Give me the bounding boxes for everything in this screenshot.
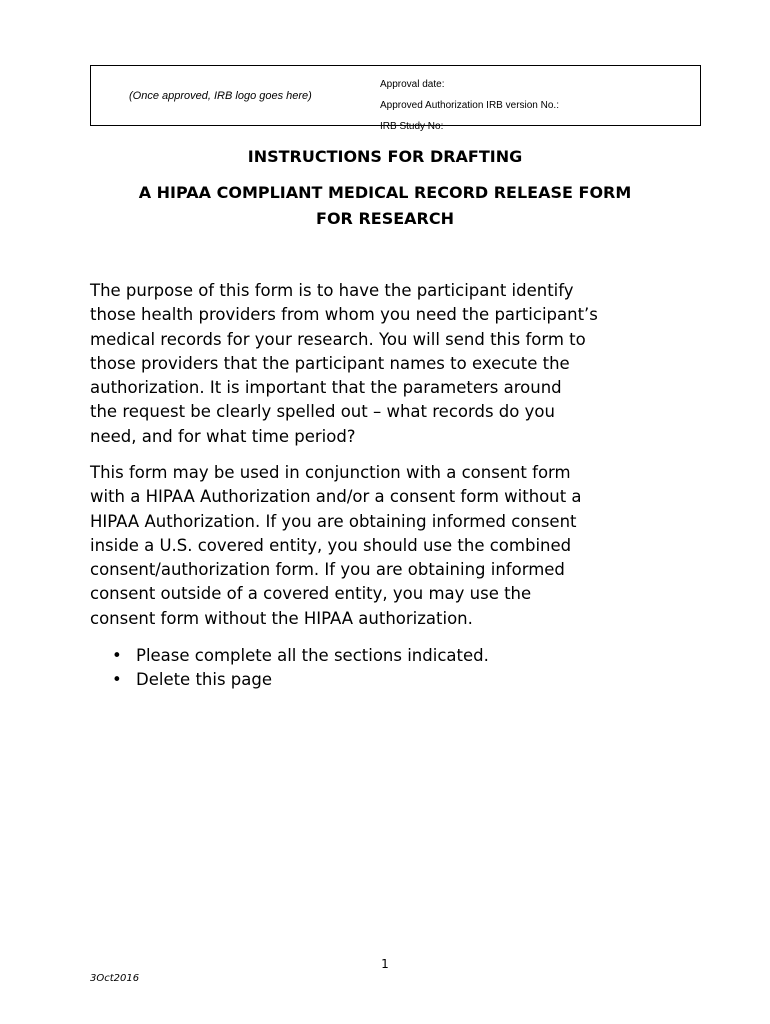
approval-info	[380, 74, 559, 137]
approval-date-label: Approval date:	[380, 79, 445, 90]
list-item-text: Please complete all the sections indicated.	[136, 646, 489, 665]
approved-version-label: Approved Authorization IRB version No.:	[380, 100, 559, 111]
bullet-icon: •	[112, 646, 122, 665]
irb-logo-placeholder: (Once approved, IRB logo goes here)	[129, 90, 312, 102]
form-title-heading: A HIPAA COMPLIANT MEDICAL RECORD RELEASE FORM FOR RESEARCH	[138, 183, 632, 228]
bullet-icon: •	[112, 670, 122, 690]
usage-paragraph: This form may be used in conjunction with a consent form with a HIPAA Authorization and/or a consent form without a HIPAA Authorization. If you are obtaining informed consent inside a U.S. covered entity, you should use the combined consent/authorization form. If you are obtaining informed consent outside of a covered entity, you may use the consent form without the HIPAA authorization.	[90, 463, 582, 628]
list-item	[112, 668, 489, 692]
irb-study-no-label: IRB Study No:	[380, 121, 444, 132]
list-item-text: Delete this page	[136, 670, 273, 690]
page-number: 1	[381, 957, 389, 971]
instructions-heading: INSTRUCTIONS FOR DRAFTING	[247, 147, 523, 166]
purpose-paragraph: The purpose of this form is to have the participant identify those health providers from whom you need the participant’s medical records for your research. You will send this form to those providers that the participant names to execute the authorization. It is important that the parameters around the request be clearly spelled out – what records do you need, and for what time period?	[90, 281, 598, 446]
footer-date: 3Oct2016	[90, 973, 140, 984]
instruction-list	[112, 644, 489, 693]
irb-header-box	[90, 65, 701, 132]
list-item	[112, 644, 489, 668]
